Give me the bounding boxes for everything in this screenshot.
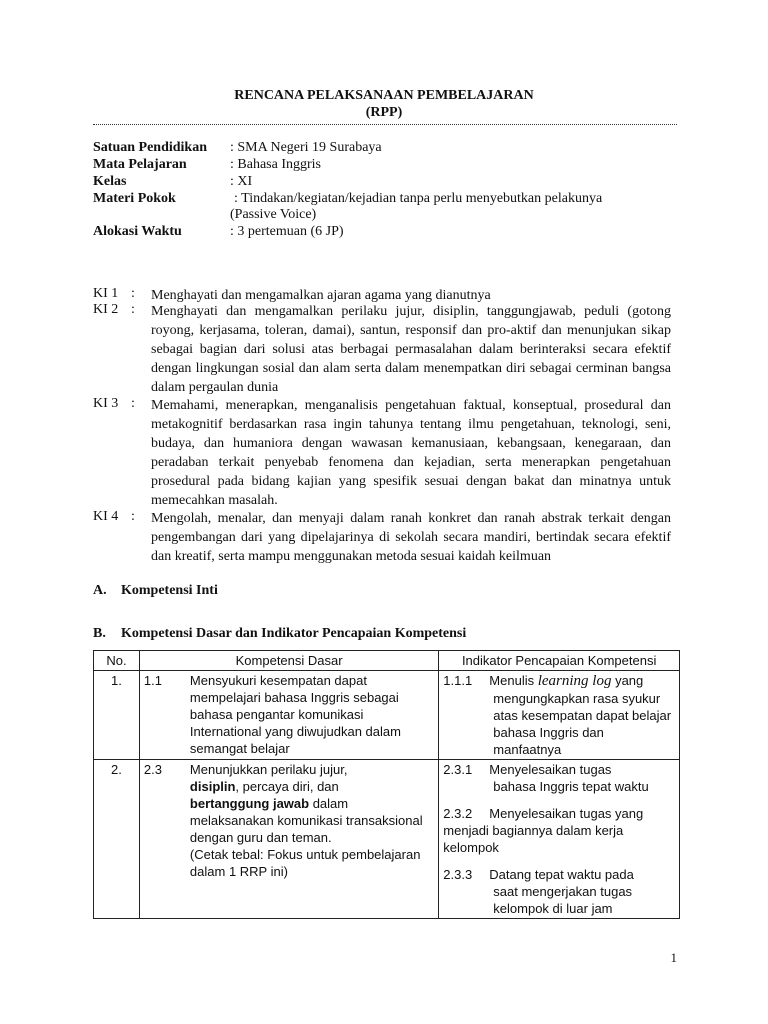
- row-2-kd: [139, 760, 438, 919]
- ki-2-text: Menghayati dan mengamalkan perilaku jujur, disiplin, tanggungjawab, peduli (gotong royong, kerjasama, toleran, damai), santun, responsif dan pro-aktif dan menunjukan sikap sebagai bagian dari solusi atas berbagai permasalahan dalam berinteraksi secara efektif dengan lingkungan sosial dan alam serta dalam menempatkan diri sebagai cerminan bangsa dalam pergaulan dunia: [151, 304, 671, 395]
- ki-4-text: Mengolah, menalar, dan menyaji dalam ranah konkret dan ranah abstrak terkait dengan pengembangan dari yang dipelajarinya di sekolah secara mandiri, bertindak secara efektif dan kreatif, serta mampu menggunakan metoda sesuai kaidah keilmuan: [151, 511, 671, 564]
- row-1-kd-code: 1.1: [143, 673, 162, 688]
- ki-2-code: KI 2: [93, 302, 119, 317]
- row-1-kd-text: Mensyukuri kesempatan dapat mempelajari bahasa Inggris sebagai bahasa pengantar komunikasi International yang diwujudkan dalam semangat belajar: [189, 673, 401, 756]
- ki-3-code: KI 3: [93, 396, 119, 411]
- row-2-no: 2.: [94, 760, 140, 919]
- row-1-ipk: [439, 671, 680, 760]
- row-2-kd-text: [190, 761, 434, 880]
- page-number: 1: [670, 950, 677, 965]
- section-a-heading: [93, 583, 218, 599]
- section-a-letter: A.: [93, 583, 107, 598]
- ipk-text: yang: [611, 673, 644, 688]
- ki-2-colon: :: [131, 302, 135, 317]
- meta-value-materi: : Tindakan/kegiatan/kejadian tanpa perlu menyebutkan pelakunya: [234, 191, 603, 206]
- meta-label-mapel: Mata Pelajaran: [93, 157, 187, 172]
- kd-text: Menunjukkan perilaku jujur,: [189, 762, 348, 777]
- table-row: [94, 760, 680, 919]
- table-row: [94, 671, 680, 760]
- section-b-letter: B.: [93, 626, 106, 641]
- ipk-text: Datang tepat waktu pada: [489, 867, 634, 882]
- ki-1-colon: :: [131, 286, 135, 301]
- ki-1-code: KI 1: [93, 286, 119, 301]
- meta-label-materi: Materi Pokok: [93, 191, 176, 206]
- ipk-code: 1.1.1: [443, 673, 473, 688]
- ipk-text-rest: bahasa Inggris tepat waktu: [493, 779, 649, 794]
- ipk-text: Menyelesaikan tugas: [489, 762, 612, 777]
- row-1-kd: [139, 671, 438, 760]
- ipk-text-rest: saat mengerjakan tugas kelompok di luar jam: [493, 884, 633, 916]
- ki-4-code: KI 4: [93, 509, 119, 524]
- kd-text: dalam melaksanakan komunikasi transaksional dengan guru dan teman.: [189, 796, 423, 845]
- title-divider: [93, 124, 677, 125]
- meta-value-satuan: : SMA Negeri 19 Surabaya: [230, 140, 382, 155]
- meta-label-kelas: Kelas: [93, 174, 127, 189]
- row-2-ipk: [439, 760, 680, 919]
- kd-text: , percaya diri, dan: [235, 779, 339, 794]
- document-title: RENCANA PELAKSANAAN PEMBELAJARAN: [234, 88, 534, 103]
- ipk-text-rest: menjadi bagiannya dalam kerja kelompok: [443, 823, 624, 855]
- ki-3-colon: :: [131, 396, 135, 411]
- header-kd: Kompetensi Dasar: [139, 651, 438, 671]
- kd-note: (Cetak tebal: Fokus untuk pembelajaran dalam 1 RRP ini): [189, 847, 421, 879]
- meta-value-materi-2: (Passive Voice): [230, 207, 317, 222]
- ki-1-text: Menghayati dan mengamalkan ajaran agama yang dianutnya: [151, 288, 491, 303]
- ipk-text: Menyelesaikan tugas yang: [489, 806, 644, 821]
- kd-bold-text: bertanggung jawab: [189, 796, 310, 811]
- row-1-no: 1.: [94, 671, 140, 760]
- ipk-emphasis: learning log: [537, 673, 612, 689]
- meta-value-alokasi: : 3 pertemuan (6 JP): [230, 224, 344, 239]
- section-b-title: Kompetensi Dasar dan Indikator Pencapaian Kompetensi: [121, 626, 467, 641]
- meta-value-kelas: : XI: [230, 174, 253, 189]
- ipk-code: 2.3.2: [443, 806, 473, 821]
- section-a-title: Kompetensi Inti: [121, 583, 218, 598]
- row-2-kd-code: 2.3: [143, 762, 162, 777]
- kd-table: [93, 650, 680, 919]
- ipk-text-rest: mengungkapkan rasa syukur atas kesempatan dapat belajar bahasa Inggris dan manfaatnya: [493, 691, 672, 757]
- ki-4-colon: :: [131, 509, 135, 524]
- kd-bold-text: disiplin: [189, 779, 236, 794]
- ipk-code: 2.3.3: [443, 867, 473, 882]
- meta-label-satuan: Satuan Pendidikan: [93, 140, 207, 155]
- section-b-heading: [93, 626, 466, 642]
- meta-value-mapel: : Bahasa Inggris: [230, 157, 321, 172]
- ipk-code: 2.3.1: [443, 762, 473, 777]
- header-ipk: Indikator Pencapaian Kompetensi: [439, 651, 680, 671]
- ipk-text: Menulis: [489, 673, 538, 688]
- table-header-row: [94, 651, 680, 671]
- header-no: No.: [94, 651, 140, 671]
- ki-3-text: Memahami, menerapkan, menganalisis pengetahuan faktual, konseptual, prosedural dan metakognitif berdasarkan rasa ingin tahunya tentang ilmu pengetahuan, teknologi, seni, budaya, dan humaniora dengan wawasan kemanusiaan, kebangsaan, kenegaraan, dan peradaban terkait penyebab fenomena dan kejadian, serta menerapkan pengetahuan prosedural pada bidang kajian yang spesifik sesuai dengan bakat dan minatnya untuk memecahkan masalah.: [151, 398, 671, 508]
- document-subtitle: (RPP): [365, 105, 403, 120]
- meta-label-alokasi: Alokasi Waktu: [93, 224, 182, 239]
